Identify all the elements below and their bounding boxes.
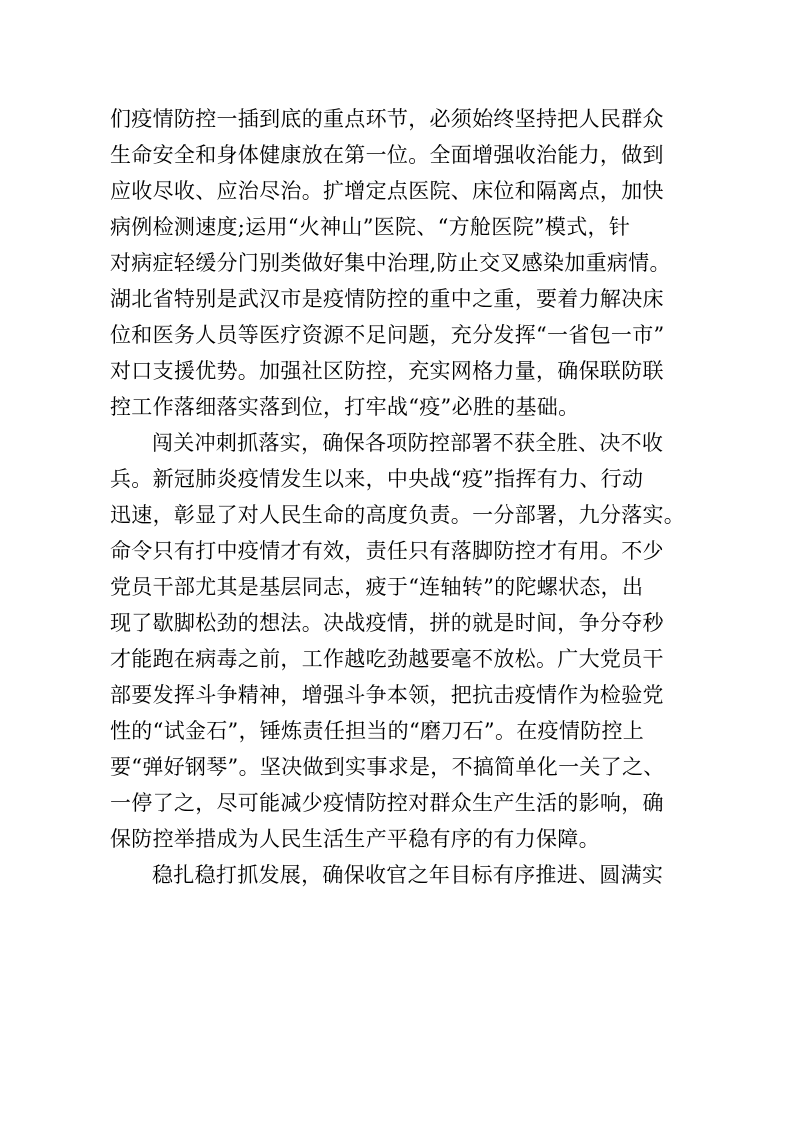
text-line: 们疫情防控一插到底的重点环节，必须始终坚持把人民群众 (110, 107, 664, 131)
text-line: 部要发挥斗争精神，增强斗争本领，把抗击疫情作为检验党 (110, 683, 664, 707)
text-line: 才能跑在病毒之前，工作越吃劲越要毫不放松。广大党员干 (110, 647, 664, 671)
text-line: 对口支援优势。加强社区防控，充实网格力量，确保联防联 (110, 359, 664, 383)
text-line: 现了歇脚松劲的想法。决战疫情，拼的就是时间，争分夺秒 (110, 611, 664, 635)
text-line: 对病症轻缓分门别类做好集中治理,防止交叉感染加重病情。 (110, 251, 671, 275)
text-line: 应收尽收、应治尽治。扩增定点医院、床位和隔离点，加快 (110, 179, 664, 203)
text-line: 位和医务人员等医疗资源不足问题，充分发挥“一省包一市” (110, 323, 665, 347)
text-line: 保防控举措成为人民生活生产平稳有序的有力保障。 (110, 827, 600, 851)
text-line: 生命安全和身体健康放在第一位。全面增强收治能力，做到 (110, 143, 664, 167)
text-line: 党员干部尤其是基层同志，疲于“连轴转”的陀螺状态，出 (110, 575, 644, 599)
body-text (110, 101, 700, 893)
paragraph-start-line: 闯关冲刺抓落实，确保各项防控部署不获全胜、决不收 (152, 431, 664, 455)
text-line: 病例检测速度;运用“火神山”医院、“方舱医院”模式，针 (110, 215, 631, 239)
text-line: 迅速，彰显了对人民生命的高度负责。一分部署，九分落实。 (110, 503, 686, 527)
text-line: 要“弹好钢琴”。坚决做到实事求是，不搞简单化一关了之、 (110, 755, 665, 779)
text-line: 命令只有打中疫情才有效，责任只有落脚防控才有用。不少 (110, 539, 664, 563)
paragraph-start-line: 稳扎稳打抓发展，确保收官之年目标有序推进、圆满实 (152, 863, 664, 887)
text-line: 兵。新冠肺炎疫情发生以来，中央战“疫”指挥有力、行动 (110, 467, 644, 491)
text-line: 性的“试金石”，锤炼责任担当的“磨刀石”。在疫情防控上 (110, 719, 645, 743)
text-line: 一停了之，尽可能减少疫情防控对群众生产生活的影响，确 (110, 791, 664, 815)
text-line: 湖北省特别是武汉市是疫情防控的重中之重，要着力解决床 (110, 287, 664, 311)
text-line: 控工作落细落实落到位，打牢战“疫”必胜的基础。 (110, 395, 580, 419)
